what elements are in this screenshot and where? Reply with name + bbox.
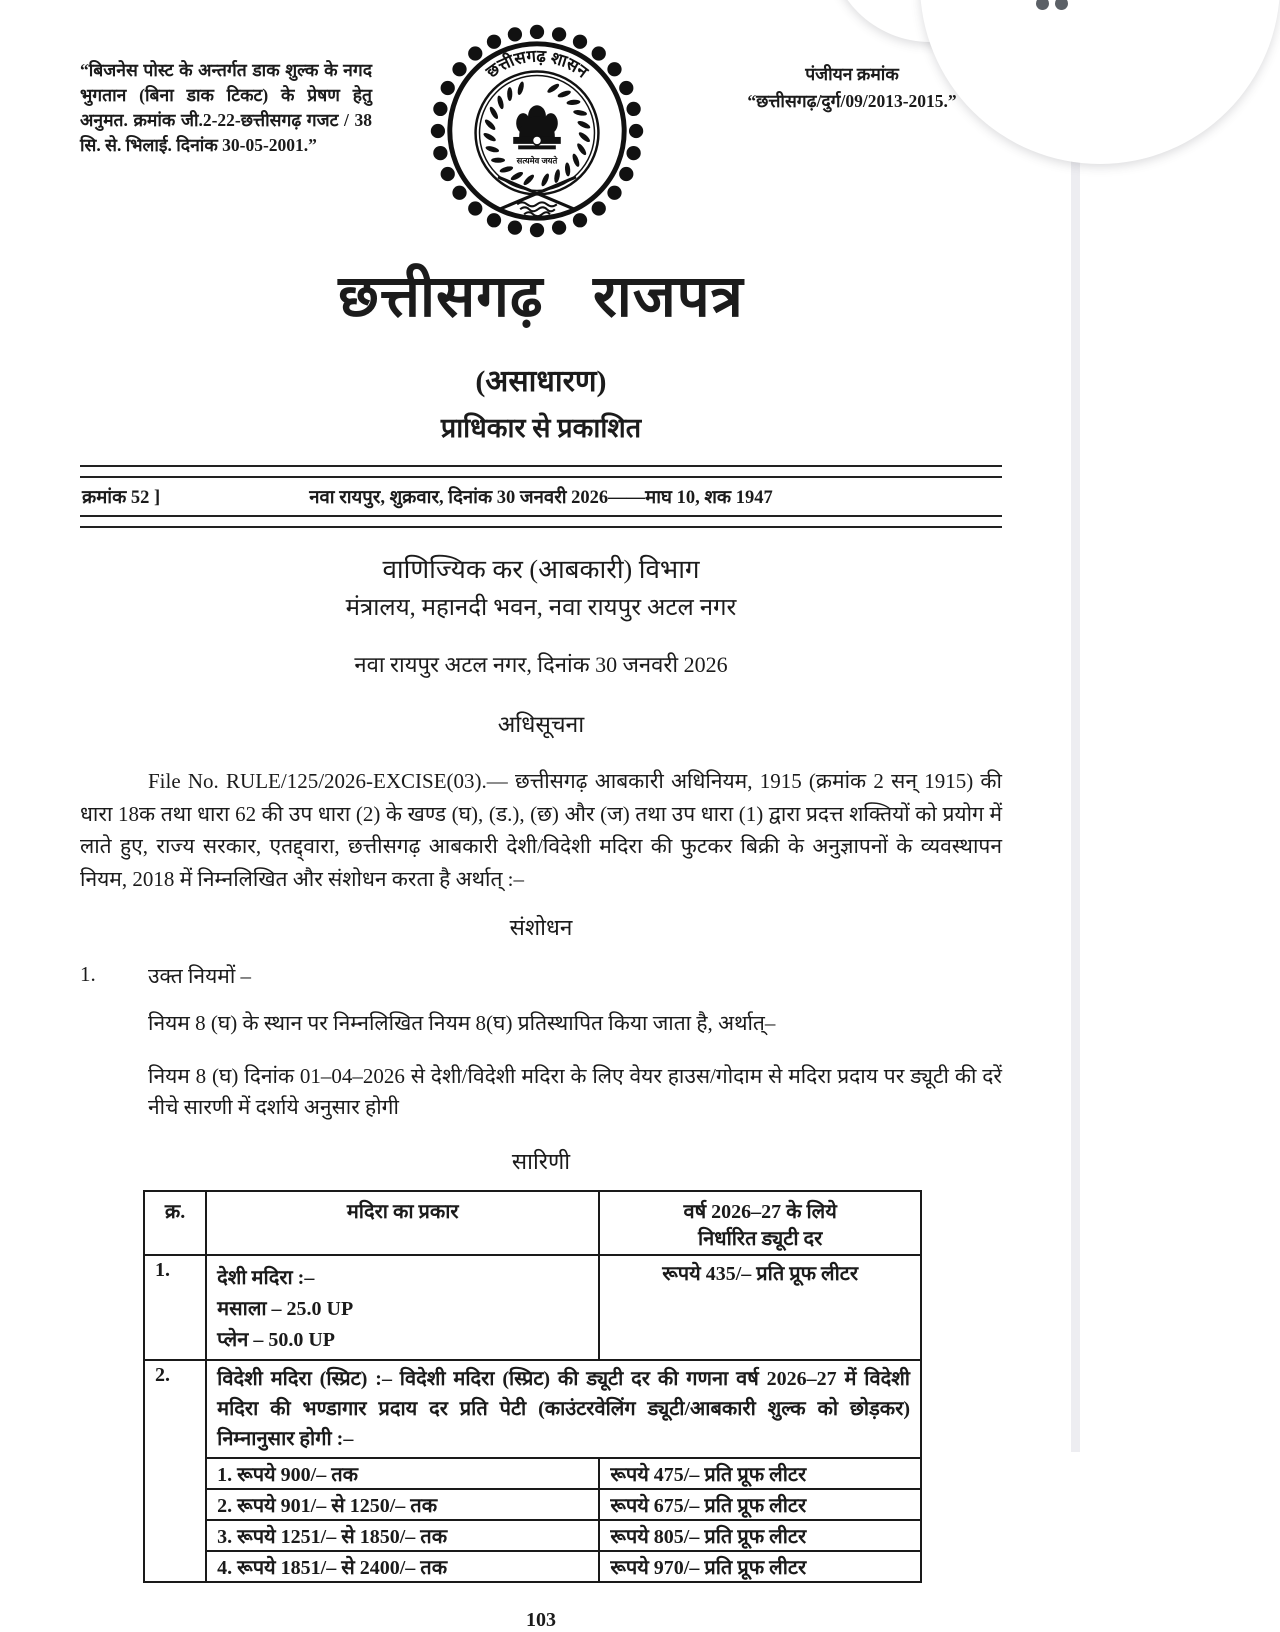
- emblem-top-text: छत्तीसगढ़ शासन: [482, 46, 592, 82]
- subrow3-duty: रूपये 805/– प्रति प्रूफ लीटर: [599, 1520, 921, 1551]
- table-subrow: [144, 1458, 921, 1489]
- postal-permission-note: “बिजनेस पोस्ट के अन्तर्गत डाक शुल्क के नगद भुगतान (बिना डाक टिकट) के प्रेषण हेतु अनुमत. क्रमांक जी.2-22-छत्तीसगढ़ गजट / 38 सि. से. भिलाई. दिनांक 30-05-2001.”: [80, 60, 372, 156]
- masthead: [80, 254, 1002, 445]
- table-subrow: [144, 1520, 921, 1551]
- chhattisgarh-seal-icon: [428, 22, 646, 240]
- row1-type-line2: मसाला – 25.0 UP: [217, 1297, 354, 1320]
- state-emblem: [428, 22, 646, 240]
- item-number: 1.: [80, 962, 96, 987]
- issue-date: नवा रायपुर, शुक्रवार, दिनांक 30 जनवरी 2026——माघ 10, शक 1947: [309, 488, 773, 508]
- row1-type-line3: प्लेन – 50.0 UP: [217, 1328, 335, 1351]
- notification-heading: अधिसूचना: [497, 712, 585, 737]
- gazette-title: छत्तीसगढ़ राजपत्र: [338, 264, 744, 329]
- scrollbar-track[interactable]: [1071, 0, 1080, 1452]
- table-row: [144, 1360, 921, 1458]
- table-header-row: [144, 1191, 921, 1255]
- registration-label: पंजीयन क्रमांक: [805, 64, 899, 84]
- page-number: 103: [526, 1608, 556, 1631]
- item-text: उक्त नियमों –: [148, 964, 252, 989]
- amendment-heading: संशोधन: [509, 915, 573, 941]
- notification-dateline: नवा रायपुर अटल नगर, दिनांक 30 जनवरी 2026: [354, 652, 728, 677]
- row2-serial: 2.: [144, 1360, 206, 1582]
- header-liquor-type: मदिरा का प्रकार: [206, 1191, 599, 1255]
- header-duty-rate-line2: निर्धारित ड्यूटी दर: [697, 1227, 823, 1250]
- emblem-motto: सत्यमेव जयते: [516, 155, 558, 166]
- table-subrow: [144, 1489, 921, 1520]
- department-name: वाणिज्यिक कर (आबकारी) विभाग: [382, 555, 700, 584]
- row2-description: विदेशी मदिरा (स्प्रिट) :– विदेशी मदिरा (स्प्रिट) की ड्यूटी दर की गणना वर्ष 2026–27 में विदेशी मदिरा की भण्डागार प्रदाय दर प्रति पेटी (काउंटरवेलिंग ड्यूटी/आबकारी शुल्क को छोड़कर) निम्नानुसार होगी :–: [206, 1360, 921, 1458]
- divider-double-bottom: [80, 515, 1002, 528]
- registration-number: “छत्तीसगढ़/दुर्ग/09/2013-2015.”: [747, 91, 957, 111]
- header-serial: क्र.: [144, 1191, 206, 1255]
- rule-substitution-paragraph: नियम 8 (घ) के स्थान पर निम्नलिखित नियम 8(घ) प्रतिस्थापित किया जाता है, अर्थात्–: [148, 1011, 776, 1036]
- header-duty-rate-line1: वर्ष 2026–27 के लिये: [683, 1200, 837, 1223]
- gazette-subtitle: (असाधारण): [475, 365, 607, 398]
- file-number-paragraph: File No. RULE/125/2026-EXCISE(03).— छत्तीसगढ़ आबकारी अधिनियम, 1915 (क्रमांक 2 सन् 1915) की धारा 18क तथा धारा 62 की उप धारा (2) के खण्ड (घ), (ड.), (छ) और (ज) तथा उप धारा (1) द्वारा प्रदत्त शक्तियों को प्रयोग में लाते हुए, राज्य सरकार, एतद्द्वारा, छत्तीसगढ़ आबकारी देशी/विदेशी मदिरा की फुटकर बिक्री के अनुज्ञापनों के व्यवस्थापन नियम, 2018 में निम्नलिखित और संशोधन करता है अर्थात् :–: [80, 769, 1002, 891]
- row1-duty: रूपये 435/– प्रति प्रूफ लीटर: [599, 1255, 921, 1360]
- table-row: [144, 1255, 921, 1360]
- header-duty-rate: [599, 1191, 921, 1255]
- table-subrow: [144, 1551, 921, 1582]
- table-heading: सारिणी: [511, 1148, 571, 1174]
- rule-detail-paragraph: नियम 8 (घ) दिनांक 01–04–2026 से देशी/विदेशी मदिरा के लिए वेयर हाउस/गोदाम से मदिरा प्रदाय पर ड्यूटी की दरें नीचे सारणी में दर्शाये अनुसार होगी: [148, 1063, 1002, 1120]
- row1-liquor-type: [206, 1255, 599, 1360]
- published-by-authority: प्राधिकार से प्रकाशित: [440, 413, 642, 443]
- divider-double-top: [80, 465, 1002, 478]
- duty-table-wrap: [143, 1190, 922, 1583]
- row1-serial: 1.: [144, 1255, 206, 1360]
- subrow2-range: 2. रूपये 901/– से 1250/– तक: [206, 1489, 599, 1520]
- amendment-item: [80, 962, 1002, 990]
- row1-type-line1: देशी मदिरा :–: [217, 1266, 315, 1289]
- subrow1-duty: रूपये 475/– प्रति प्रूफ लीटर: [599, 1458, 921, 1489]
- department-block: [80, 550, 1002, 739]
- subrow4-duty: रूपये 970/– प्रति प्रूफ लीटर: [599, 1551, 921, 1582]
- issue-number: क्रमांक 52 ]: [82, 488, 161, 508]
- subrow4-range: 4. रूपये 1851/– से 2400/– तक: [206, 1551, 599, 1582]
- subrow1-range: 1. रूपये 900/– तक: [206, 1458, 599, 1489]
- header-row: [80, 0, 1002, 240]
- duty-table: [143, 1190, 922, 1583]
- issue-banner: [80, 478, 1002, 515]
- department-address: मंत्रालय, महानदी भवन, नवा रायपुर अटल नगर: [345, 595, 737, 621]
- subrow3-range: 3. रूपये 1251/– से 1850/– तक: [206, 1520, 599, 1551]
- subrow2-duty: रूपये 675/– प्रति प्रूफ लीटर: [599, 1489, 921, 1520]
